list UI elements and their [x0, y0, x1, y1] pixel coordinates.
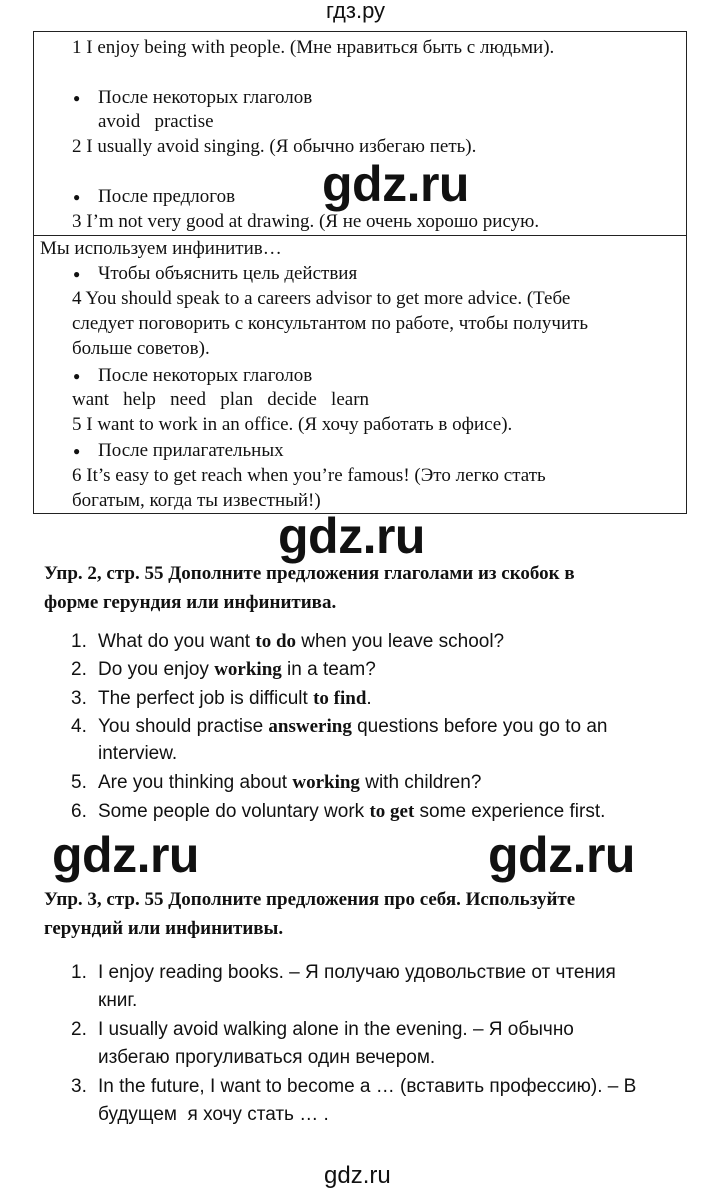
watermark: gdz.ru [52, 827, 199, 883]
list-item: I enjoy reading books. – Я получаю удовольствие от чтения [98, 962, 616, 983]
bullet-icon: ● [73, 369, 81, 383]
list-item-continuation: книг. [98, 990, 138, 1011]
bullet-prepositions-heading: После предлогов [98, 186, 236, 207]
list-item: Do you enjoy working in a team? [98, 659, 376, 680]
list-item: What do you want to do when you leave school? [98, 631, 505, 652]
bullet-icon: ● [73, 190, 81, 204]
watermark: gdz.ru [278, 508, 425, 564]
list-item: I usually avoid walking alone in the evening. – Я обычно [98, 1019, 574, 1040]
bullet-icon: ● [73, 444, 81, 458]
bullet-purpose-heading: Чтобы объяснить цель действия [98, 263, 358, 284]
task3-heading-line2: герундий или инфинитивы. [44, 918, 284, 939]
list-number: 2. [71, 1019, 87, 1040]
list-number: 4. [71, 716, 87, 737]
task2-heading-line1: Упр. 2, стр. 55 Дополните предложения глаголами из скобок в [44, 563, 575, 584]
watermark: gdz.ru [488, 827, 635, 883]
list-number: 1. [71, 631, 87, 652]
list-number: 2. [71, 659, 87, 680]
list-number: 3. [71, 688, 87, 709]
list-item: The perfect job is difficult to find. [98, 688, 372, 709]
example-4-line1: 4 You should speak to a careers advisor to get more advice. (Тебе [72, 288, 571, 309]
watermark: gdz.ru [322, 156, 469, 212]
example-4-line3: больше советов). [72, 338, 210, 359]
verb-list: avoid practise [98, 111, 214, 132]
example-3: 3 I’m not very good at drawing. (Я не очень хорошо рисую. [72, 211, 540, 232]
answer-word: to find [313, 688, 367, 709]
infinitive-intro: Мы используем инфинитив… [40, 238, 282, 259]
list-number: 5. [71, 772, 87, 793]
example-5: 5 I want to work in an office. (Я хочу работать в офисе). [72, 414, 513, 435]
list-item: You should practise answering questions before you go to an [98, 716, 608, 737]
list-number: 6. [71, 801, 87, 822]
task2-heading-line2: форме герундия или инфинитива. [44, 592, 337, 613]
bullet-verbs-heading: После некоторых глаголов [98, 365, 313, 386]
list-item-continuation: избегаю прогуливаться один вечером. [98, 1047, 436, 1068]
list-item-continuation: будущем я хочу стать … . [98, 1104, 329, 1125]
verb-list: want help need plan decide learn [72, 389, 370, 410]
example-4-line2: следует поговорить с консультантом по работе, чтобы получить [72, 313, 589, 334]
example-6-line2: богатым, когда ты известный!) [72, 490, 321, 511]
site-footer: gdz.ru [324, 1162, 391, 1189]
answer-word: to do [255, 631, 297, 652]
site-header: гдз.ру [326, 0, 386, 23]
list-item: Some people do voluntary work to get some experience first. [98, 801, 606, 822]
task3-heading-line1: Упр. 3, стр. 55 Дополните предложения про себя. Используйте [44, 889, 576, 910]
bullet-verbs-heading: После некоторых глаголов [98, 87, 313, 108]
answer-word: to get [369, 801, 415, 822]
answer-word: working [292, 772, 360, 793]
answer-word: answering [268, 716, 352, 737]
list-number: 3. [71, 1076, 87, 1097]
list-number: 1. [71, 962, 87, 983]
list-item-continuation: interview. [98, 743, 178, 764]
bullet-icon: ● [73, 91, 81, 105]
example-6-line1: 6 It’s easy to get reach when you’re famous! (Это легко стать [72, 465, 546, 486]
bullet-icon: ● [73, 267, 81, 281]
example-1: 1 I enjoy being with people. (Мне нравиться быть с людьми). [72, 37, 555, 58]
list-item: In the future, I want to become a … (вставить профессию). – В [98, 1076, 637, 1097]
answer-word: working [214, 659, 282, 680]
list-item: Are you thinking about working with children? [98, 772, 482, 793]
example-2: 2 I usually avoid singing. (Я обычно избегаю петь). [72, 136, 477, 157]
bullet-adjectives-heading: После прилагательных [98, 440, 284, 461]
